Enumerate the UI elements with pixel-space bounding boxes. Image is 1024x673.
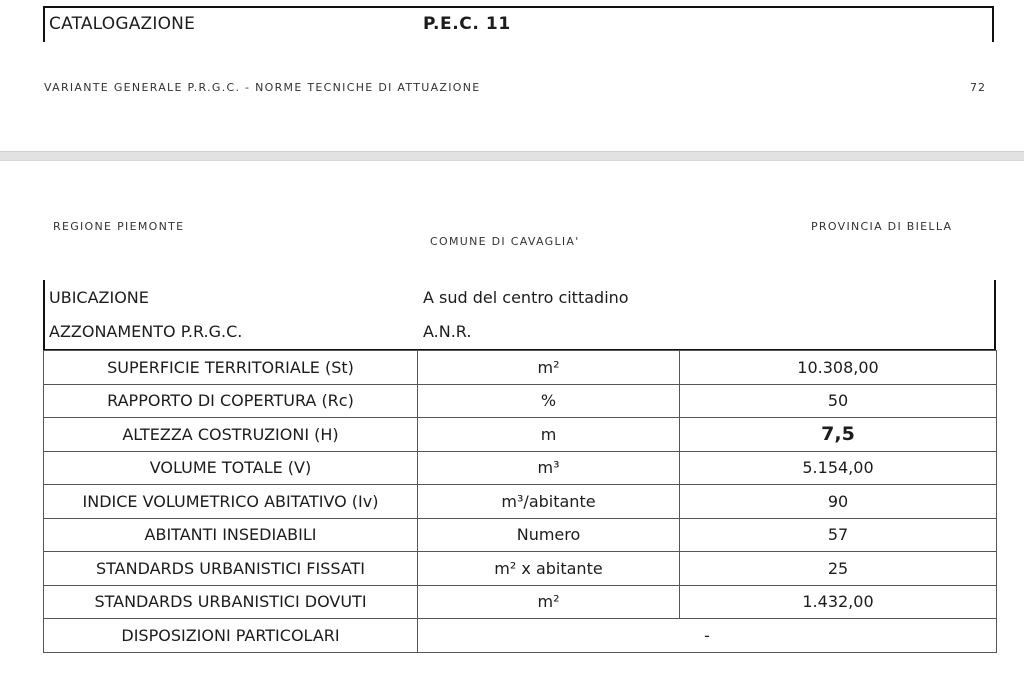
table-row [44, 518, 997, 552]
param-unit: % [418, 384, 680, 418]
param-value: 5.154,00 [680, 451, 997, 485]
param-label: ALTEZZA COSTRUZIONI (H) [44, 418, 418, 452]
table-row [44, 418, 997, 452]
catalog-value: P.E.C. 11 [423, 14, 511, 34]
param-unit: m³/abitante [418, 485, 680, 519]
param-unit: m³ [418, 451, 680, 485]
param-label: INDICE VOLUMETRICO ABITATIVO (Iv) [44, 485, 418, 519]
param-value: 90 [680, 485, 997, 519]
param-label: STANDARDS URBANISTICI FISSATI [44, 552, 418, 586]
param-unit: m [418, 418, 680, 452]
region-label: REGIONE PIEMONTE [53, 220, 185, 233]
param-value: 7,5 [680, 418, 997, 452]
param-value: 57 [680, 518, 997, 552]
table-row [44, 552, 997, 586]
municipality-label: COMUNE DI CAVAGLIA' [430, 235, 580, 248]
table-row [44, 585, 997, 619]
param-unit: m² [418, 351, 680, 385]
table-row [44, 351, 997, 385]
ubicazione-label: UBICAZIONE [49, 288, 149, 307]
table-row [44, 619, 997, 653]
disposizioni-label: DISPOSIZIONI PARTICOLARI [44, 619, 418, 653]
param-label: SUPERFICIE TERRITORIALE (St) [44, 351, 418, 385]
param-label: VOLUME TOTALE (V) [44, 451, 418, 485]
table-row [44, 384, 997, 418]
province-label: PROVINCIA DI BIELLA [811, 220, 953, 233]
ubicazione-value: A sud del centro cittadino [423, 288, 629, 307]
disposizioni-value: - [418, 619, 997, 653]
param-unit: Numero [418, 518, 680, 552]
table-row [44, 451, 997, 485]
param-value: 50 [680, 384, 997, 418]
document-header-title: VARIANTE GENERALE P.R.G.C. - NORME TECNICHE DI ATTUAZIONE [44, 81, 481, 94]
param-value: 25 [680, 552, 997, 586]
param-label: STANDARDS URBANISTICI DOVUTI [44, 585, 418, 619]
parameters-table [43, 350, 997, 653]
table-row [44, 485, 997, 519]
azzonamento-value: A.N.R. [423, 322, 472, 341]
param-unit: m² x abitante [418, 552, 680, 586]
catalog-label: CATALOGAZIONE [49, 14, 196, 34]
param-value: 10.308,00 [680, 351, 997, 385]
param-label: RAPPORTO DI COPERTURA (Rc) [44, 384, 418, 418]
param-unit: m² [418, 585, 680, 619]
param-value: 1.432,00 [680, 585, 997, 619]
azzonamento-label: AZZONAMENTO P.R.G.C. [49, 322, 243, 341]
page-number: 72 [970, 81, 986, 94]
page-separator [0, 151, 1024, 161]
param-label: ABITANTI INSEDIABILI [44, 518, 418, 552]
